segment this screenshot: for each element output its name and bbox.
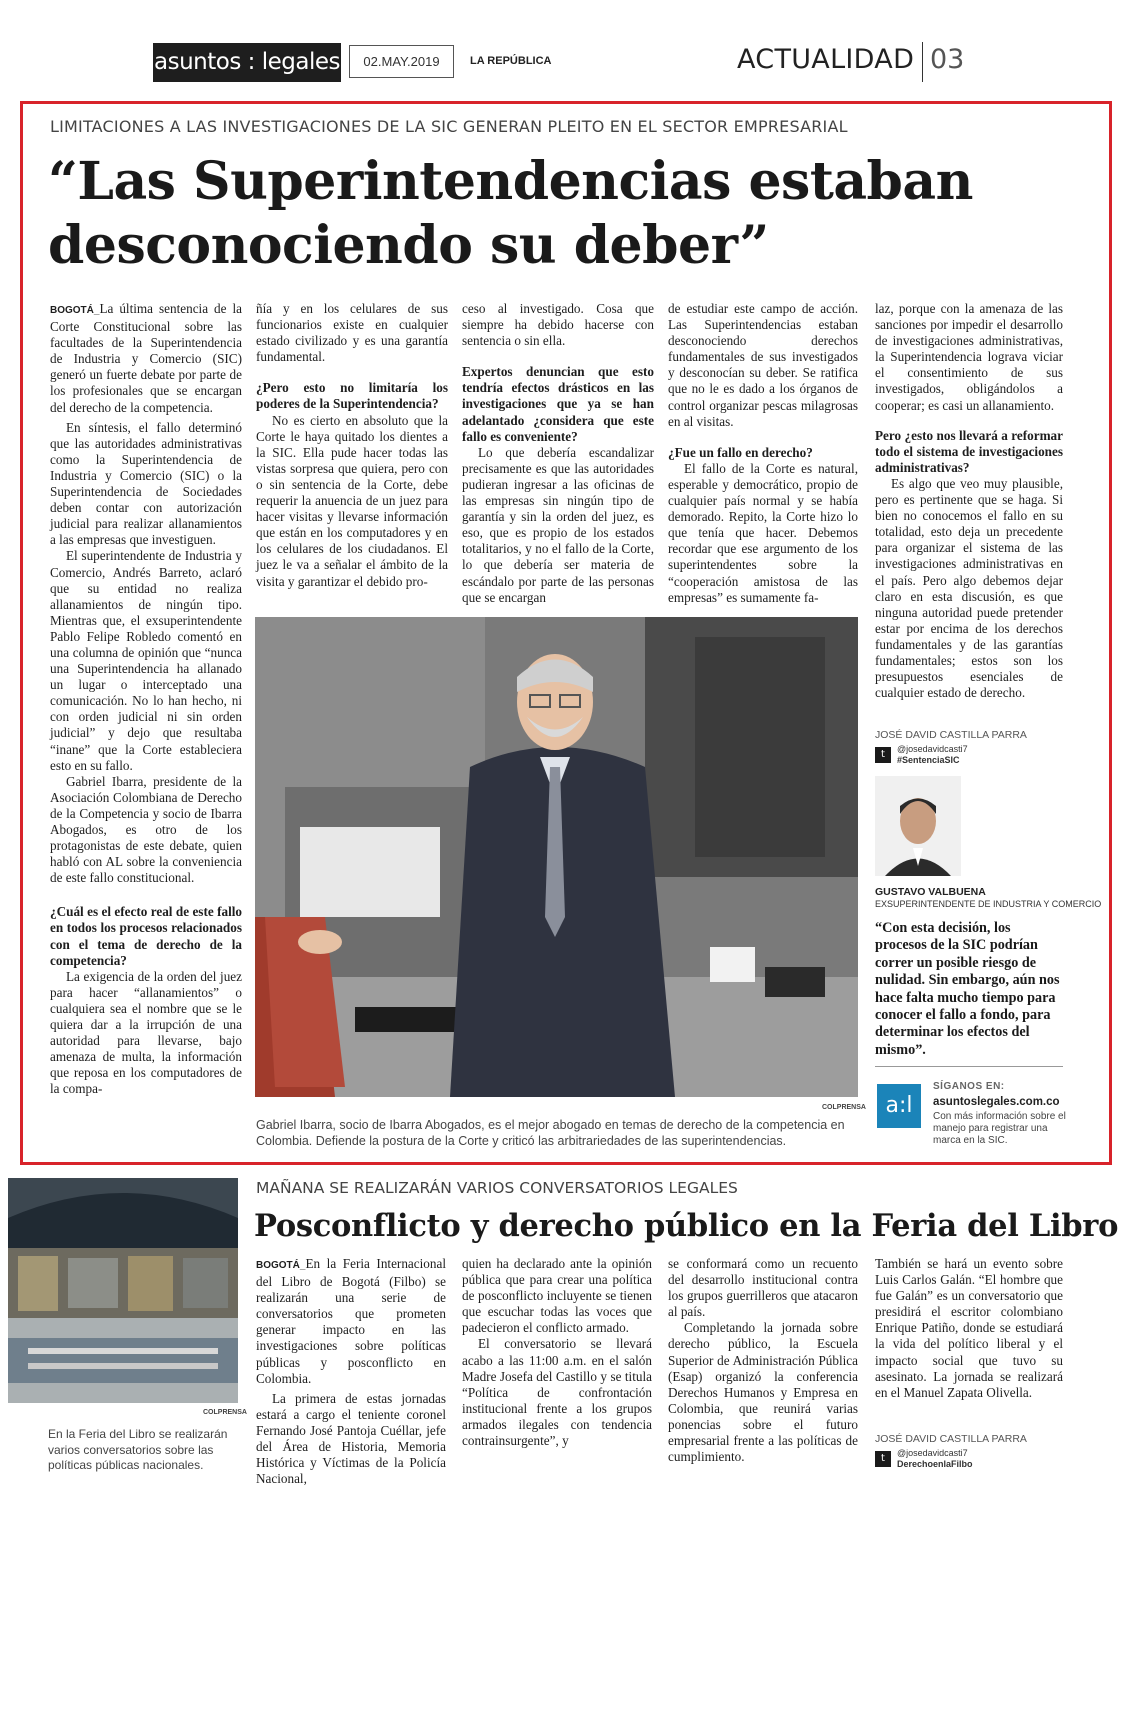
paragraph: BOGOTÁ_La última sentencia de la Corte Constitucional sobre las facultades de la Superintendencia de Industria y Comercio (SIC) generó un fuerte debate por parte de los profesionales que se encargan del derecho de la competencia.	[50, 301, 242, 415]
article-column-2	[462, 1256, 652, 1476]
pull-quote: “Con esta decisión, los procesos de la SIC podrían correr un posible riesgo de nulidad. Sin embargo, aún nos hace falta mucho tiempo para conocer el fallo a fondo, para determinar los efectos del mismo”.	[875, 920, 1060, 1058]
paragraph: de estudiar este campo de acción. Las Superintendencias estaban desconociendo derechos fundamentales de sus investigados y desconocían su deber. Se ratifica que no le es dado a los órganos de control organizar pescas milagrosas en al visitas.	[668, 301, 858, 429]
newspaper-name: LA REPÚBLICA	[470, 55, 552, 67]
paragraph: laz, porque con la amenaza de las sanciones por impedir el desarrollo de investigaciones administrativas, la Superintendencia lograva viciar el consentimiento de sus investigados, obligándolos a cooperar; es casi un allanamiento.	[875, 301, 1063, 413]
article-kicker: LIMITACIONES A LAS INVESTIGACIONES DE LA SIC GENERAN PLEITO EN EL SECTOR EMPRESARIAL	[50, 117, 848, 136]
interview-question: ¿Pero esto no limitaría los poderes de la Superintendencia?	[256, 380, 448, 412]
dateline: BOGOTÁ_	[256, 1260, 306, 1271]
interview-question: Pero ¿esto nos llevará a reformar todo el sistema de investigaciones administrativas?	[875, 427, 1063, 475]
paragraph: El fallo de la Corte es natural, esperable y democrático, propio de cualquier país normal y se había demorado. Repito, la Corte hizo lo que tenía que hacer. Debemos recordar que ese argumento de los superintendentes sobre la “cooperación amistosa de las empresas” es sumamente fa-	[668, 460, 858, 605]
follow-divider	[875, 1066, 1063, 1067]
person-portrait	[875, 776, 961, 876]
brand-logo: asuntos : legales	[153, 43, 341, 82]
article-hashtag[interactable]: #SentenciaSIC	[897, 755, 960, 765]
article-column-2	[256, 301, 448, 606]
article-kicker: MAÑANA SE REALIZARÁN VARIOS CONVERSATORIOS LEGALES	[256, 1179, 738, 1197]
paragraph: En síntesis, el fallo determinó que las autoridades administrativas como la Superintendencia de Industria y Comercio (SIC) o la Superintendencia de Sociedades deben contar con autorización judicial para realizar allanamientos a las empresas que investiguen.	[50, 419, 242, 548]
paragraph: se conformará como un recuento del desarrollo institucional contra los grupos guerrilleros que atacaron al país.	[668, 1256, 858, 1320]
article-column-3	[668, 1256, 858, 1476]
paragraph: La primera de estas jornadas estará a cargo el teniente coronel Fernando José Pantoja Cuéllar, jefe del Área de Historia, Memoria Histórica y Víctimas de la Policía Nacional,	[256, 1390, 446, 1487]
photo-caption: En la Feria del Libro se realizarán varios conversatorios sobre las políticas públicas nacionales.	[48, 1427, 228, 1472]
paragraph: El superintendente de Industria y Comercio, Andrés Barreto, aclaró que su entidad no realiza allanamientos de ningún tipo. Mientras que, el exsuperintendente Pablo Felipe Robledo comentó en una columna de opinión que “nunca una Superintendencia ha allanado un lugar o interceptado una comunicación. No lo han hecho, ni con orden judicial ni sin orden judicial” y dejo que resultaba “inane” que la Corte estableciera esto en su fallo.	[50, 548, 242, 773]
follow-url[interactable]: asuntoslegales.com.co	[933, 1096, 1060, 1108]
article-column-1	[256, 1256, 446, 1487]
issue-date: 02.MAY.2019	[349, 45, 454, 78]
author-byline: JOSÉ DAVID CASTILLA PARRA	[875, 729, 1027, 741]
author-byline: JOSÉ DAVID CASTILLA PARRA	[875, 1433, 1027, 1445]
twitter-icon: t	[875, 747, 891, 763]
page-number: 03	[930, 44, 965, 75]
paragraph: quien ha declarado ante la opinión pública que para crear una política de posconflicto incluyente se tienen que escuchar todas las voces que padecieron el conflicto armado.	[462, 1256, 652, 1336]
author-handle[interactable]: @josedavidcasti7	[897, 1448, 968, 1458]
paragraph: ñía y en los celulares de sus funcionarios existe en cualquier estado civilizado y es una garantía fundamental.	[256, 301, 448, 365]
portrait-illustration	[875, 776, 961, 876]
article-column-4	[668, 301, 858, 606]
main-photo	[255, 617, 858, 1097]
paragraph: El conversatorio se llevará acabo a las 11:00 a.m. en el salón Madre Josefa del Castillo y se titula “Política de confrontación institucional frente a los grupos armados ilegales con tendencia contrainsurgente”, y	[462, 1336, 652, 1449]
paragraph: Completando la jornada sobre derecho público, la Escuela Superior de Administración Pública (Esap) organizó la conferencia Derechos Humanos y Empresa en Colombia, que reunirá varias ponencias sobre el futuro empresarial frente a las políticas de cumplimiento.	[668, 1320, 858, 1465]
dateline: BOGOTÁ_	[50, 305, 100, 316]
section-title: ACTUALIDAD	[737, 44, 915, 75]
person-role: EXSUPERINTENDENTE DE INDUSTRIA Y COMERCIO	[875, 899, 1102, 909]
photo-illustration	[255, 617, 858, 1097]
article-headline: “Las Superintendencias estaban desconociendo su deber”	[48, 151, 973, 276]
paragraph: Es algo que veo muy plausible, pero es pertinente que se haga. Si bien no conocemos el fallo en su totalidad, esto deja un precedente para organizar el sistema de las investigaciones administrativas en el país. Pero algo debemos dejar claro en esta discusión, es que ninguna autoridad puede pretender estar por encima de los derechos fundamentales y de las garantías fundamentales; estos son los presupuestos esenciales de cualquier estado de derecho.	[875, 475, 1063, 701]
bookfair-illustration	[8, 1178, 238, 1403]
bookfair-photo	[8, 1178, 238, 1403]
follow-description: Con más información sobre el manejo para registrar una marca en la SIC.	[933, 1111, 1066, 1146]
paragraph: ceso al investigado. Cosa que siempre ha debido hacerse con sentencia o sin ella.	[462, 301, 654, 349]
al-logo: a:l	[877, 1084, 921, 1128]
article-headline: Posconflicto y derecho público en la Feria del Libro	[254, 1208, 1119, 1244]
article-column-1	[50, 301, 242, 1153]
article-column-5	[875, 301, 1063, 721]
article-column-3	[462, 301, 654, 606]
twitter-icon: t	[875, 1451, 891, 1467]
paragraph: También se hará un evento sobre Luis Carlos Galán. “El hombre que fue Galán” es un conversatorio que presidirá el escritor colombiano Enrique Patiño, donde se estudiará la vida del político liberal y el impacto social que tuvo su asesinato. La jornada se realizará en el Manuel Zapata Olivella.	[875, 1256, 1063, 1400]
interview-question: Expertos denuncian que esto tendría efectos drásticos en las investigaciones que ya se han adelantado ¿considera que este fallo es conveniente?	[462, 364, 654, 444]
paragraph: Lo que debería escandalizar precisamente es que las autoridades pudieran ingresar a las oficinas de las empresas sin ningún tipo de garantía y sin la orden del juez, es eso, que es propio de los estados totalitarios, y no el fallo de la Corte, lo que debería ser materia de escándalo por parte de las personas que se encargan	[462, 444, 654, 605]
photo-caption: Gabriel Ibarra, socio de Ibarra Abogados, es el mejor abogado en temas de derecho de la competencia en Colombia. Defiende la postura de la Corte y criticó las arbitrariedades de las superintendencias.	[256, 1118, 845, 1148]
paragraph: BOGOTÁ_En la Feria Internacional del Libro de Bogotá (Filbo) se realizarán una serie de conversatorios que prometen generar impacto en las investigaciones sobre políticas públicas y posconflicto en Colombia.	[256, 1256, 446, 1386]
section-divider	[922, 42, 923, 82]
author-handle[interactable]: @josedavidcasti7	[897, 744, 968, 754]
person-name: GUSTAVO VALBUENA	[875, 886, 986, 898]
article-hashtag[interactable]: DerechoenlaFilbo	[897, 1459, 973, 1469]
interview-question: ¿Cuál es el efecto real de este fallo en todos los procesos relacionados con el tema de derecho de la competencia?	[50, 904, 242, 968]
follow-title: SÍGANOS EN:	[933, 1081, 1005, 1092]
photo-credit: COLPRENSA	[203, 1409, 247, 1416]
photo-credit: COLPRENSA	[822, 1104, 866, 1111]
paragraph: Gabriel Ibarra, presidente de la Asociación Colombiana de Derecho de la Competencia y socio de Ibarra Abogados, es otro de los protagonistas de este debate, quien habló con AL sobre la conveniencia de este fallo constitucional.	[50, 773, 242, 886]
interview-question: ¿Fue un fallo en derecho?	[668, 444, 813, 460]
paragraph: No es cierto en absoluto que la Corte le haya quitado los dientes a la SIC. Ella pude hacer todas las vistas sorpresa que quiera, pero con o sin sentencia de la Corte, debe requerir la anuencia de un juez para hacer visitas y llevarse información que están en los computadores y en los celulares de los ciudadanos. El juez le va a señalar el ámbito de la visita y garantizar el debido pro-	[256, 412, 448, 589]
article-column-4	[875, 1256, 1063, 1428]
paragraph: La exigencia de la orden del juez para hacer “allanamientos” o cualquiera sea el nombre que se le quiera dar a la irrupción de una autoridad para llevarse, bajo amenaza de multa, la información que reposa en los computadores de la compa-	[50, 968, 242, 1097]
